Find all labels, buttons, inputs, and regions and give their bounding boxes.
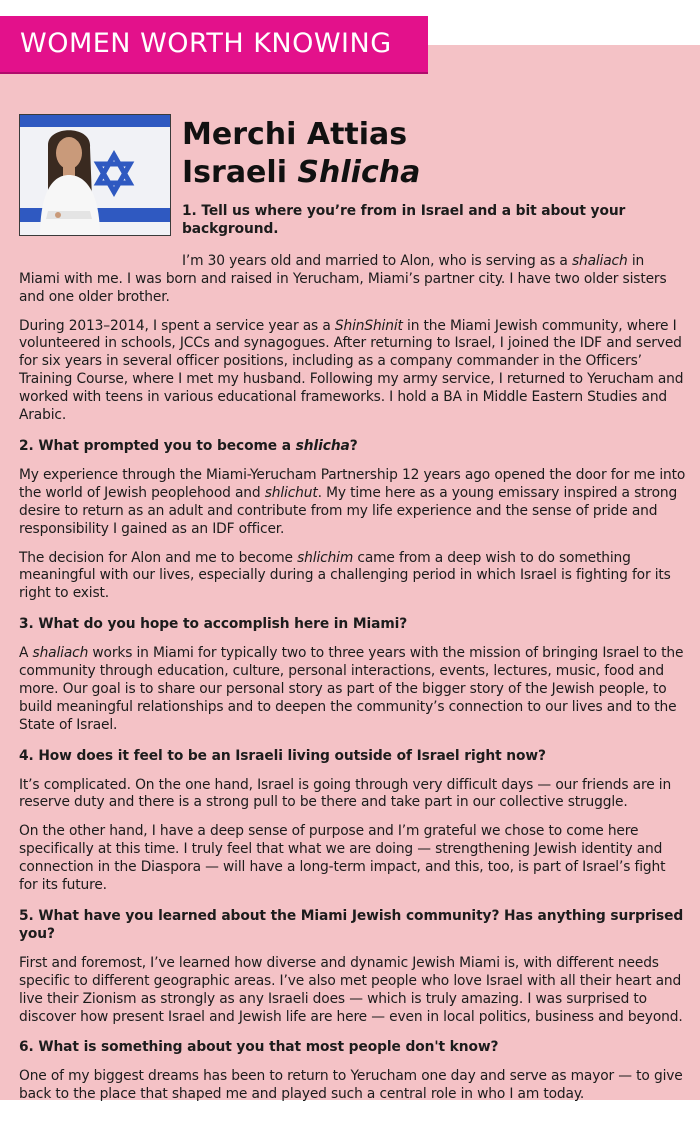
question-4: 4. How does it feel to be an Israeli living outside of Israel right now? <box>19 747 546 764</box>
profile-name: Merchi Attias <box>182 117 408 152</box>
answer-6-p1: One of my biggest dreams has been to return to Yerucham one day and serve as mayor — to give back to the place that shaped me and played such a central role in who I am today. <box>19 1068 683 1103</box>
answer-3-p1: A shaliach works in Miami for typically two to three years with the mission of bringing Israel to the community through education, culture, personal interactions, events, lectures, music, food and more. Our goal is to share our personal story as part of the bigger story of the Jewish people, to build meaningful relationships and to deepen the community’s connection to our lives and to the State of Israel. <box>19 645 684 733</box>
answer-1-p1: I’m 30 years old and married to Alon, who is serving as a shaliach in Miami with me. I was born and raised in Yerucham, Miami’s partner city. I have two older sisters and one older brother. <box>19 252 667 305</box>
answer-2-p1: My experience through the Miami-Yerucham Partnership 12 years ago opened the door for me into the world of Jewish peoplehood and shlichut. My time here as a young emissary inspired a strong desire to return as an adult and contribute from my life experience and the sense of pride and responsibility I gained as an IDF officer. <box>19 466 686 537</box>
title-prefix: Israeli <box>182 155 298 190</box>
article-body <box>19 203 687 1104</box>
section-title: WOMEN WORTH KNOWING <box>20 28 392 59</box>
question-6: 6. What is something about you that most people don't know? <box>19 1039 499 1056</box>
answer-4-p2: On the other hand, I have a deep sense of purpose and I’m grateful we chose to come here specifically at this time. I truly feel that what we are doing — strengthening Jewish identity and connection in the Diaspora — will have a long-term impact, and this, too, is part of Israel’s fight for its future. <box>19 823 666 894</box>
title-italic: Shlicha <box>297 155 421 190</box>
answer-1-p2: During 2013–2014, I spent a service year as a ShinShinit in the Miami Jewish community, where I volunteered in schools, JCCs and synagogues. After returning to Israel, I joined the IDF and served for six years in several officer positions, including as a company commander in the Officers’ Training Course, where I met my husband. Following my army service, I returned to Yerucham and worked with teens in various educational frameworks. I hold a BA in Middle Eastern Studies and Arabic. <box>19 317 684 424</box>
answer-4-p1: It’s complicated. On the one hand, Israel is going through very difficult days — our friends are in reserve duty and there is a strong pull to be there and take part in our collective struggle. <box>19 776 672 811</box>
question-1: 1. Tell us where you’re from in Israel and a bit about your background. <box>182 203 626 237</box>
answer-5-p1: First and foremost, I’ve learned how diverse and dynamic Jewish Miami is, with different needs specific to different geographic areas. I’ve also met people who love Israel with all their heart and live their Zionism as strongly as any Israeli does — which is truly amazing. I was surprised to discover how present Israel and Jewish life are here — even in local politics, business and beyond. <box>19 954 683 1025</box>
question-5: 5. What have you learned about the Miami Jewish community? Has anything surprised you? <box>19 908 684 942</box>
question-3: 3. What do you hope to accomplish here in Miami? <box>19 616 408 633</box>
answer-2-p2: The decision for Alon and me to become shlichim came from a deep wish to do something meaningful with our lives, especially during a challenging period in which Israel is fighting for its right to exist. <box>19 549 671 602</box>
section-banner <box>0 16 428 74</box>
profile-title <box>182 155 420 191</box>
question-2: 2. What prompted you to become a shlicha? <box>19 437 358 454</box>
